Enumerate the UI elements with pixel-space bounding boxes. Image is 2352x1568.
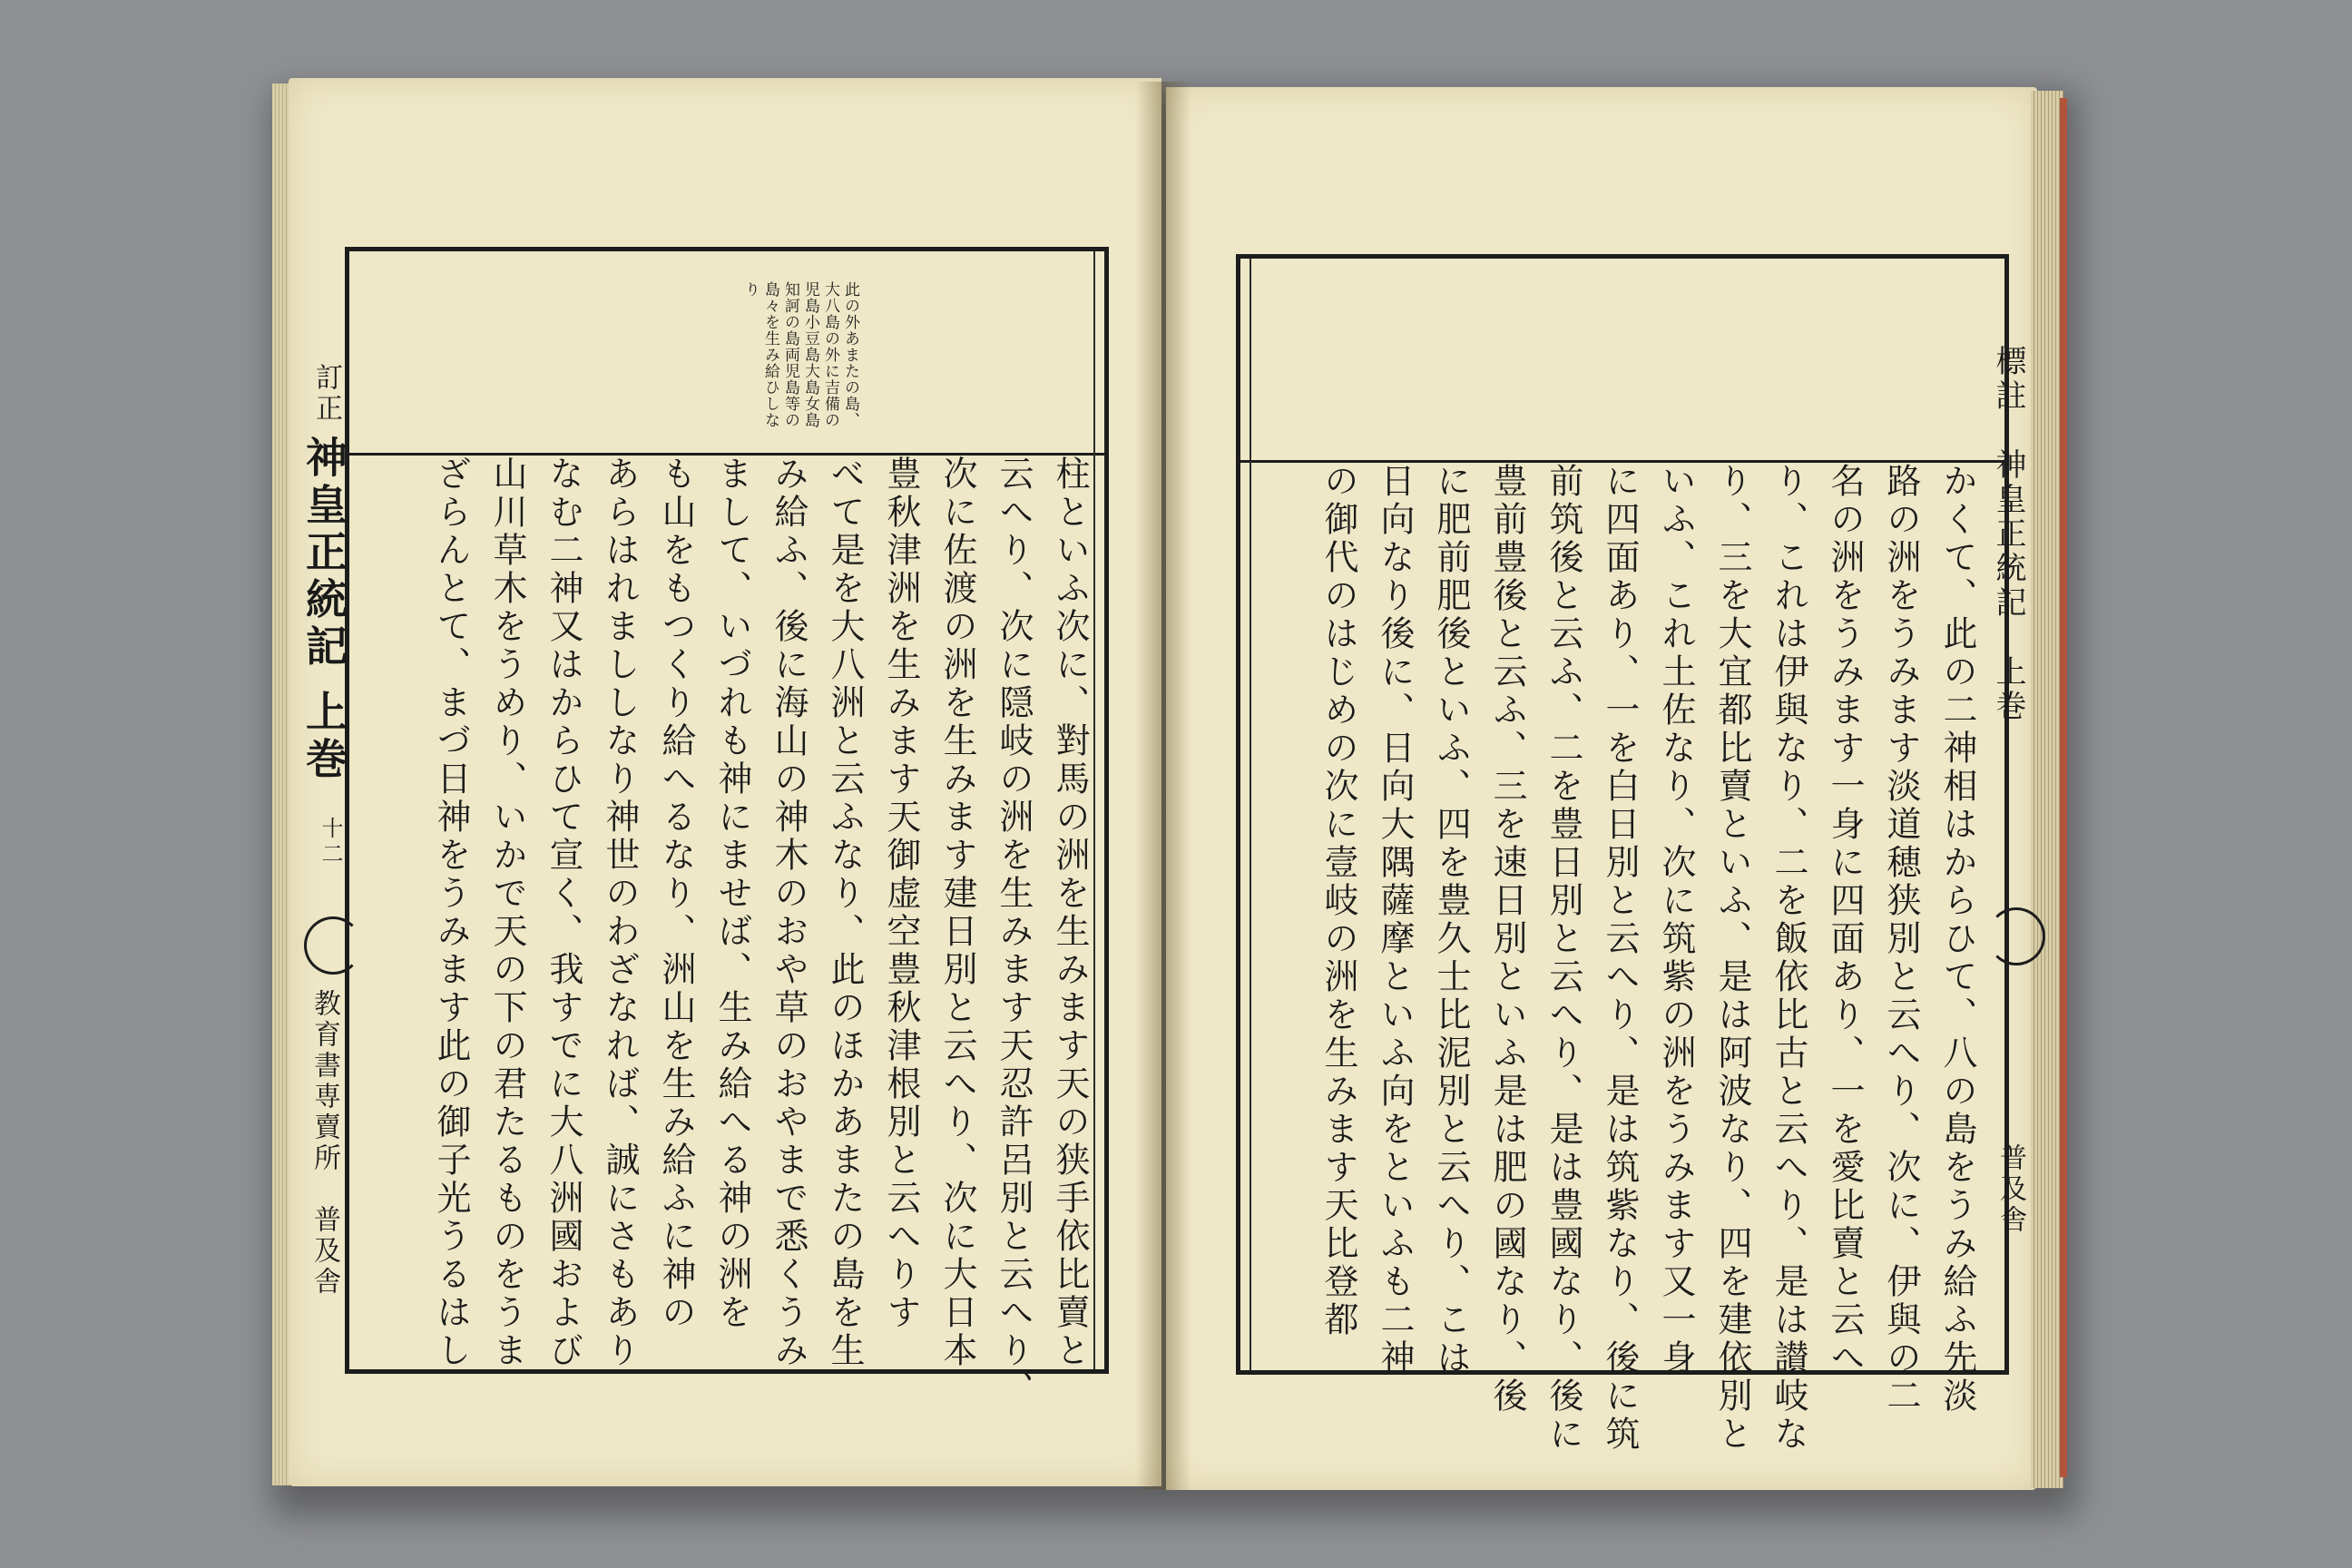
head-note-line: 児島小豆島大島女島 bbox=[801, 281, 819, 428]
text-column: り、三を大宜都比賣といふ、是は阿波なり、四を建依別と bbox=[1712, 463, 1752, 1454]
head-note-line: り bbox=[741, 281, 760, 298]
text-column: 路の洲をうみます淡道穂狭別と云へり、次に、伊與の二 bbox=[1881, 463, 1921, 1416]
fish-tail-mark bbox=[1987, 907, 2045, 965]
head-note-line: 島々を生み給ひしな bbox=[761, 281, 779, 428]
text-column: み給ふ、後に海山の神木のおや草のおやまで悉くうみ bbox=[769, 456, 808, 1370]
head-note-line: 知訶の島両児島等の bbox=[781, 281, 799, 428]
text-column: に四面あり、一を白日別と云へり、是は筑紫なり、後に筑 bbox=[1600, 463, 1640, 1454]
text-column: 名の洲をうみます一身に四面あり、一を愛比賣と云へ bbox=[1825, 463, 1865, 1377]
text-column: 豊秋津洲を生みます天御虚空豊秋津根別と云へりす bbox=[881, 456, 921, 1332]
spine-small-label: 訂正 bbox=[310, 363, 342, 425]
spine-volume: 上巻 bbox=[299, 690, 348, 784]
text-column: ざらんとて、まづ日神をうみます此の御子光うるはし bbox=[431, 456, 471, 1370]
text-column: り、これは伊與なり、二を飯依比古と云へり、是は讃岐な bbox=[1769, 463, 1808, 1454]
right-page-edges bbox=[2031, 91, 2063, 1488]
text-column: も山をもつくり給へるなり、洲山を生み給ふに神の bbox=[656, 456, 696, 1332]
text-column: 前筑後と云ふ、二を豊日別と云へり、是は豊國なり、後に bbox=[1544, 463, 1583, 1454]
text-column: の御代のはじめの次に壹岐の洲を生みます天比登都 bbox=[1318, 463, 1358, 1339]
head-note-line: 此の外あまたの島、 bbox=[841, 281, 859, 428]
spine-title: 神皇正統記 bbox=[299, 436, 348, 671]
head-note-line: 大八島の外に吉備の bbox=[821, 281, 839, 428]
book-gutter bbox=[1136, 82, 1191, 1490]
text-column: 柱といふ次に、對馬の洲を生みます天の狭手依比賣と bbox=[1050, 456, 1090, 1370]
text-column: まして、いづれも神にませば、生み給へる神の洲を bbox=[712, 456, 752, 1332]
inner-border-line bbox=[1250, 259, 1251, 1370]
inner-border-line bbox=[1093, 251, 1095, 1369]
text-column: かくて、此の二神相はからひて、八の島をうみ給ふ先淡 bbox=[1937, 463, 1977, 1416]
publisher-label: 教育書専賣所 普及舎 bbox=[309, 989, 340, 1298]
text-column: なむ二神又はからひて宣く、我すでに大八洲國および bbox=[544, 456, 583, 1370]
folio-number: 十二 bbox=[318, 817, 343, 867]
text-column: 山川草木をうめり、いかで天の下の君たるものをうま bbox=[487, 456, 527, 1370]
publisher-label: 普及舎 bbox=[1994, 1143, 2026, 1236]
fish-tail-mark bbox=[304, 916, 362, 975]
text-column: いふ、これ土佐なり、次に筑紫の洲をうみます又一身 bbox=[1656, 463, 1696, 1377]
text-column: 次に佐渡の洲を生みます建日別と云へり、次に大日本 bbox=[937, 456, 977, 1370]
text-column: 豊前豊後と云ふ、三を速日別といふ是は肥の國なり、後 bbox=[1487, 463, 1527, 1416]
text-column: 云へり、次に隠岐の洲を生みます天忍許呂別と云へり、 bbox=[994, 456, 1034, 1408]
red-cover-edge bbox=[2060, 98, 2067, 1477]
spine-title: 標註 神皇正統記 上巻 bbox=[1990, 345, 2026, 724]
text-column: べて是を大八洲と云ふなり、此のほかあまたの島を生 bbox=[825, 456, 865, 1370]
text-column: 日向なり後に、日向大隅薩摩といふ向をといふも二神 bbox=[1375, 463, 1415, 1377]
text-column: あらはれまししなり神世のわざなれば、誠にさもあり bbox=[600, 456, 640, 1370]
text-column: に肥前肥後といふ、四を豊久士比泥別と云へり、こは bbox=[1431, 463, 1471, 1377]
